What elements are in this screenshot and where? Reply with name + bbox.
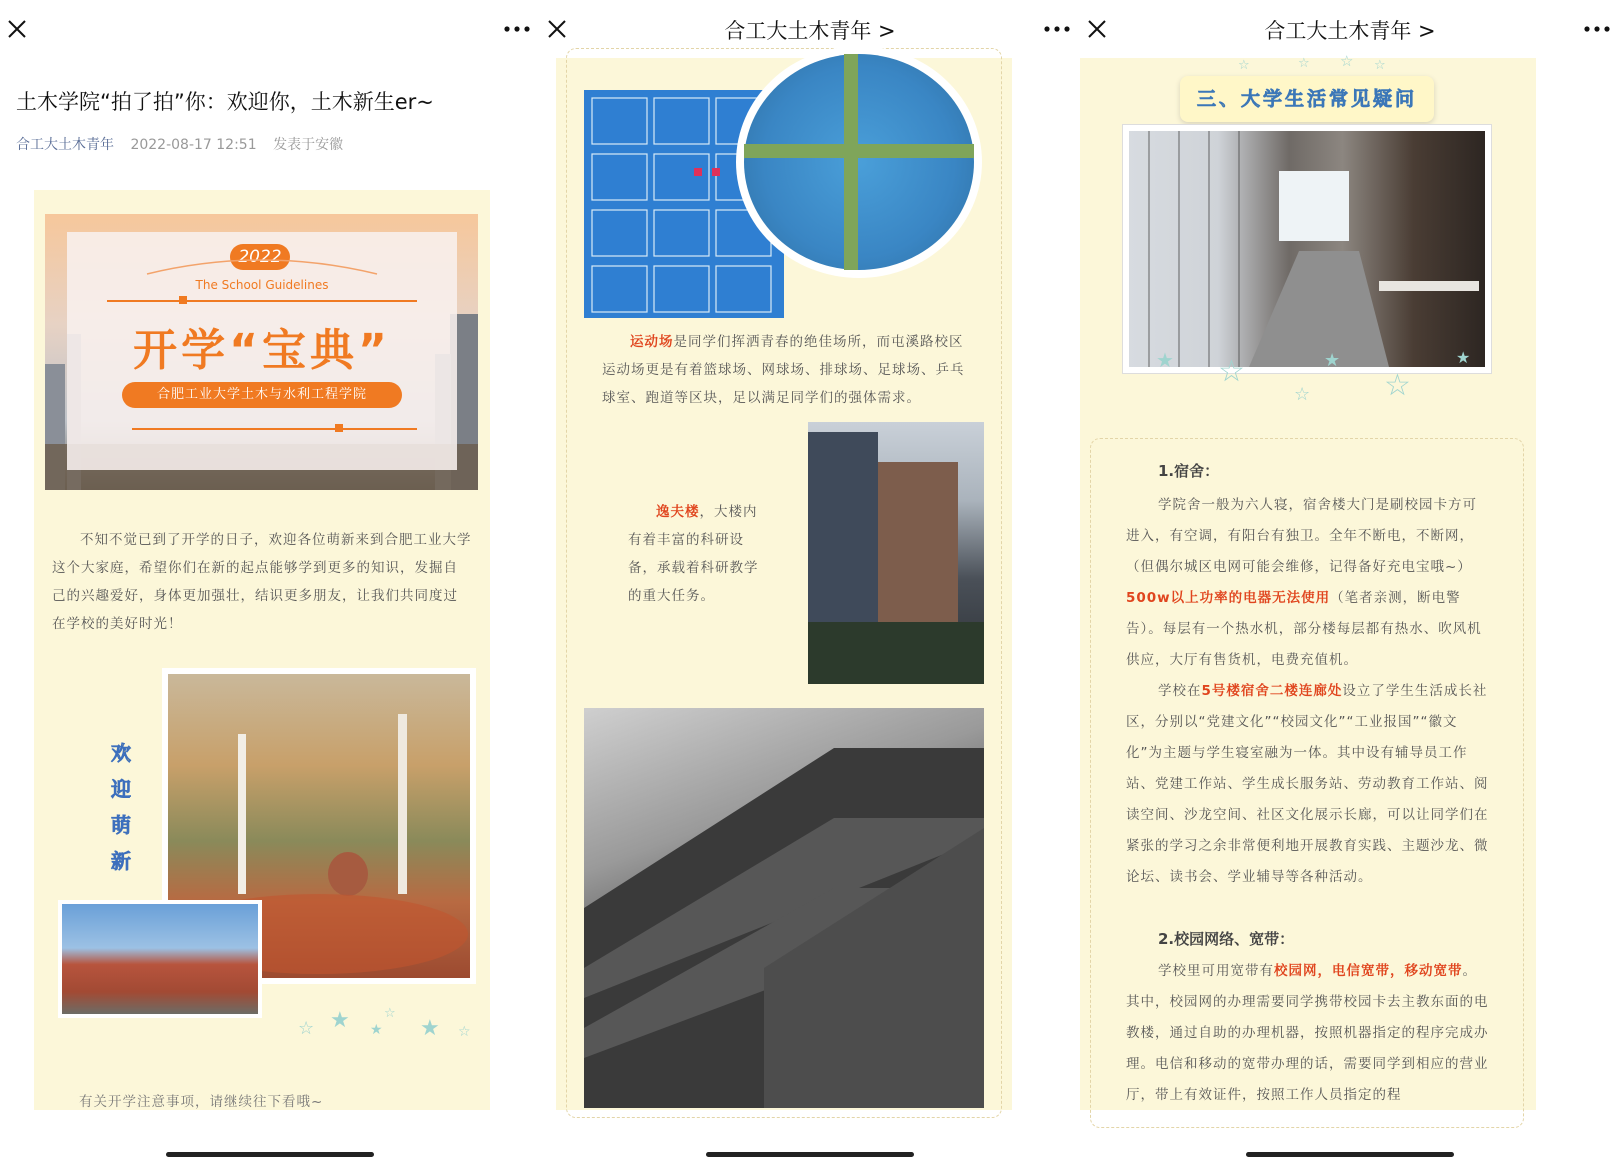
star-icon: ★ — [330, 1008, 350, 1033]
dorm-highlight: 500w以上功率的电器无法使用 — [1126, 590, 1331, 606]
library-graphic — [584, 708, 984, 1108]
community-text: 设立了学生生活成长社区，分别以“党建文化”“校园文化”“工业报国”“徽文化”为主题与学生寝室融为一体。其中设有辅导员工作站、党建工作站、学生成长服务站、劳动教育工作站、阅读空间、沙龙空间、社区文化展示长廊，可以让同学们在紧张的学习之余非常便利地开展教育实践、主题沙龙、微论坛、读书会、学业辅导等各种活动。 — [1126, 683, 1489, 885]
building-scene — [62, 904, 258, 1014]
intro-paragraph: 不知不觉已到了开学的日子，欢迎各位萌新来到合肥工业大学这个大家庭，希望你们在新的起点能够学到更多的知识，发掘自己的兴趣爱好，身体更加强壮，结识更多朋友，让我们共同度过在学校的美好时光！ — [52, 532, 472, 632]
screen-dorm-faq — [1080, 0, 1620, 1167]
top-bar — [0, 0, 540, 58]
banner-main-title: 开学“宝典” — [133, 325, 391, 376]
top-bar — [1080, 0, 1620, 58]
section-title-badge — [1180, 76, 1434, 122]
dorm-scene — [1129, 131, 1485, 367]
welcome-char: 萌 — [111, 813, 131, 837]
banner-image — [45, 214, 478, 490]
network-paragraph — [1126, 956, 1490, 1111]
welcome-char: 新 — [111, 849, 131, 873]
more-icon[interactable] — [1582, 18, 1612, 40]
star-icon: ☆ — [1374, 58, 1386, 73]
more-icon[interactable] — [502, 18, 532, 40]
main-building-photo — [58, 900, 262, 1018]
star-icon: ☆ — [1238, 58, 1250, 73]
banner-subtitle: The School Guidelines — [195, 278, 329, 292]
sports-paragraph — [602, 328, 974, 412]
building-keyword: 逸夫楼 — [656, 504, 700, 520]
community-text: 学校在 — [1158, 683, 1202, 699]
star-icon: ★ — [1156, 348, 1174, 372]
building-paragraph — [628, 498, 770, 610]
banner-org: 合肥工业大学土木与水利工程学院 — [122, 382, 402, 408]
sports-keyword: 运动场 — [630, 334, 674, 350]
network-highlight: 校园网，电信宽带，移动宽带 — [1274, 963, 1463, 979]
article-body-panel — [34, 190, 490, 1110]
network-text: 。其中，校园网的办理需要同学携带校园卡去主教东面的电教楼，通过自助的办理机器，按照机器指定的程序完成办理。电信和移动的宽带办理的话，需要同学到相应的营业厅，带上有效证件，按照工作人员指定的程 — [1126, 963, 1489, 1103]
section-title: 三、大学生活常见疑问 — [1196, 88, 1417, 110]
star-icon: ☆ — [458, 1024, 471, 1040]
publish-date: 2022-08-17 12:51 — [130, 137, 257, 153]
banner-year-badge: 2022 — [230, 244, 290, 270]
dorm-graphic — [1129, 131, 1485, 367]
dorm-text: 学院舍一般为六人寝，宿舍楼大门是刷校园卡方可进入，有空调，有阳台有独卫。全年不断电，不断网，（但偶尔城区电网可能会维修，记得备好充电宝哦~） — [1126, 497, 1477, 575]
aerial-court-scene — [744, 54, 974, 270]
aerial-court-circle-photo — [736, 46, 982, 278]
banner-dot-top — [179, 296, 187, 304]
star-icon: ☆ — [384, 1006, 396, 1021]
account-nav-title[interactable]: 合工大土木青年 > — [724, 19, 896, 43]
banner-card — [67, 232, 457, 470]
building-graphic — [808, 422, 984, 684]
screen-campus-facilities — [540, 0, 1080, 1167]
dorm-paragraph-1 — [1126, 490, 1490, 676]
library-building-photo — [584, 708, 984, 1108]
article-body-panel — [1080, 52, 1536, 1110]
network-text: 学校里可用宽带有 — [1158, 963, 1274, 979]
welcome-char: 迎 — [111, 777, 131, 801]
star-icon: ☆ — [1218, 354, 1245, 389]
footer-hint-text: 有关开学注意事项，请继续往下看哦~ — [79, 1094, 324, 1110]
article-title: 土木学院“拍了拍”你：欢迎你，土木新生er~ — [16, 90, 434, 114]
dorm-paragraph-2 — [1126, 676, 1490, 893]
star-icon: ☆ — [1384, 368, 1411, 403]
network-heading: 2.校园网络、宽带： — [1158, 930, 1295, 948]
sports-text: 是同学们挥洒青春的绝佳场所，而屯溪路校区运动场更是有着篮球场、网球场、排球场、足球场、乒乓球室、跑道等区块，足以满足同学们的强体需求。 — [602, 334, 965, 406]
more-icon[interactable] — [1042, 18, 1072, 40]
star-icon: ☆ — [1294, 384, 1311, 405]
home-indicator — [166, 1152, 374, 1157]
article-meta — [16, 134, 355, 154]
welcome-char: 欢 — [111, 741, 131, 765]
building-text: ，大楼内有着丰富的科研设备，承载着科研教学的重大任务。 — [628, 504, 759, 604]
close-icon[interactable] — [6, 18, 28, 40]
home-indicator — [706, 1152, 914, 1157]
welcome-vertical-text — [106, 735, 136, 879]
star-icon: ☆ — [1298, 56, 1310, 71]
banner-dot-bottom — [335, 424, 343, 432]
article-body-panel — [556, 58, 1012, 1110]
publish-location: 发表于安徽 — [273, 137, 344, 153]
star-icon: ★ — [1324, 350, 1341, 371]
account-nav-title[interactable]: 合工大土木青年 > — [1264, 19, 1436, 43]
author-link[interactable]: 合工大土木青年 — [16, 137, 114, 153]
community-highlight: 5号楼宿舍二楼连廊处 — [1201, 683, 1343, 699]
star-icon: ★ — [1456, 348, 1471, 367]
home-indicator — [1246, 1152, 1454, 1157]
dorm-text: （笔者亲测，断电警告）。每层有一个热水机，部分楼每层都有热水、吹风机供应，大厅有售货机，电费充值机。 — [1126, 590, 1482, 668]
dorm-room-photo — [1122, 124, 1492, 374]
banner-line-top — [107, 300, 417, 302]
star-icon: ★ — [420, 1016, 440, 1041]
banner-line-bottom — [132, 428, 417, 430]
star-icon: ★ — [370, 1022, 383, 1038]
star-icon: ☆ — [1340, 52, 1354, 70]
star-icon: ☆ — [298, 1018, 315, 1039]
dorm-heading: 1.宿舍： — [1158, 462, 1220, 480]
yifu-building-photo — [808, 422, 984, 684]
screen-article-intro — [0, 0, 540, 1167]
